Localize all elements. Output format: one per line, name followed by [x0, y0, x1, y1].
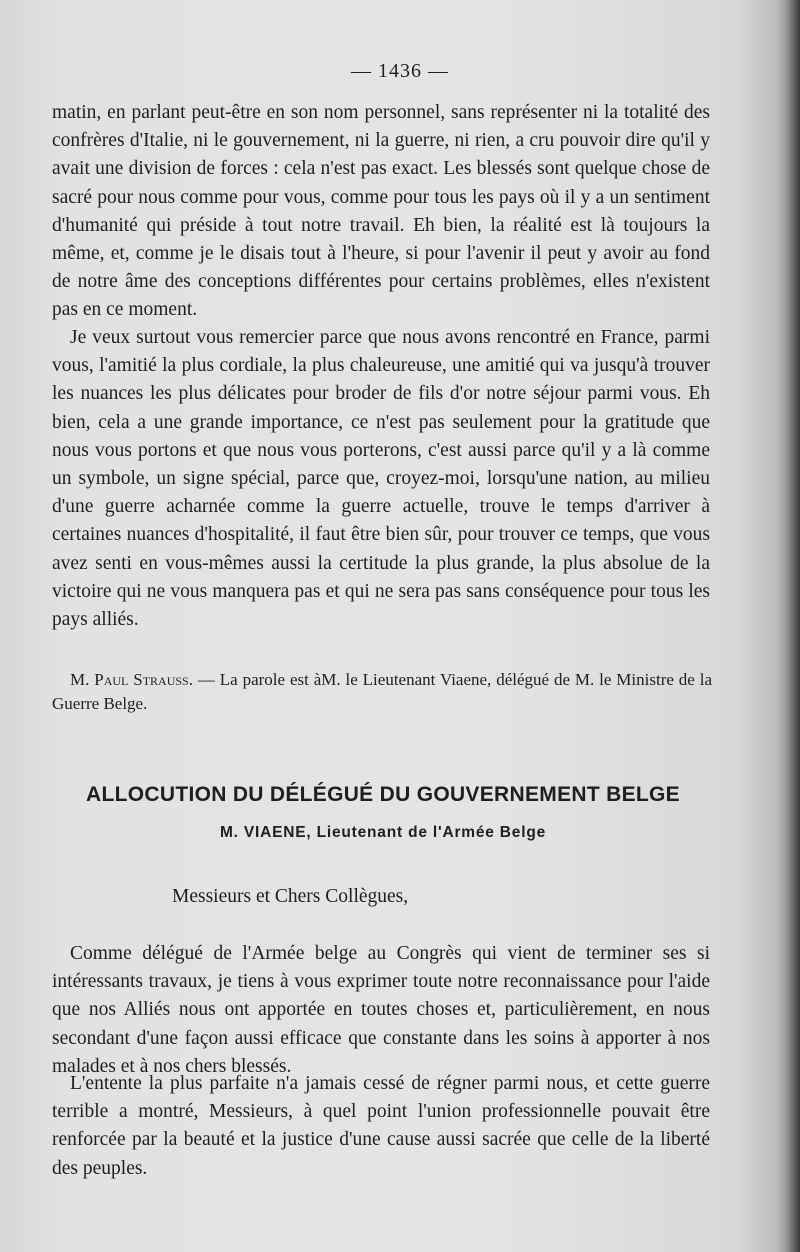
paragraph-thanks: Je veux surtout vous remercier parce que nous avons rencontré en France, parmi vous, l'amitié la plus cordiale, la plus chaleureuse, une amitié qui va jusqu'à trouver les nuances les plus délicates pour broder de fils d'or notre séjour parmi vous. Eh bien, cela a une grande importance, ce n'est pas seulement pour la gratitude que nous vous portons et que nous vous porterons, c'est aussi parce qu'il y a là comme un symbole, un signe spécial, parce que, croyez-moi, lorsqu'une nation, au milieu d'une guerre acharnée comme la guerre actuelle, trouve le temps d'arriver à certaines nuances d'hospitalité, il faut être bien sûr, pour trouver ce temps, que vous avez senti en vous-mêmes aussi la certitude la plus grande, la plus absolue de la victoire qui ne vous manquera pas et qui ne sera pas sans conséquence pour tous les pays alliés.: [52, 327, 710, 631]
chair-speaker: M. Paul Strauss.: [70, 670, 193, 689]
speech-paragraph-2: L'entente la plus parfaite n'a jamais cessé de régner parmi nous, et cette guerre terrible a montré, Messieurs, à quel point l'union professionnelle pouvait être renforcée par la beauté et la justice d'une cause aussi sacrée que celle de la liberté des peuples.: [52, 1073, 710, 1179]
salutation: Messieurs et Chers Collègues,: [172, 886, 409, 907]
chair-note: [52, 668, 712, 716]
section-subtitle: M. VIAENE, Lieutenant de l'Armée Belge: [219, 824, 547, 841]
page-number: — 1436 —: [351, 60, 449, 82]
paragraph-continued: matin, en parlant peut-être en son nom personnel, sans représenter ni la totalité des confrères d'Italie, ni le gouvernement, ni la guerre, ni rien, a cru pouvoir dire qu'il y avait une division de forces : cela n'est pas exact. Les blessés sont quelque chose de sacré pour nous comme pour vous, comme pour tous les pays où il y a un sentiment d'humanité qui préside à tout notre travail. Eh bien, la réalité est là toujours la même, et, comme je le disais tout à l'heure, si pour l'avenir il peut y avoir au fond de notre âme des conceptions différentes pour certains problèmes, elles n'existent pas en ce moment.: [52, 102, 710, 321]
speech-paragraph-1: Comme délégué de l'Armée belge au Congrès qui vient de terminer ses si intéressants travaux, je tiens à vous exprimer toute notre reconnaissance pour l'aide que nos Alliés nous ont apportée en toutes choses et, particulièrement, en nous secondant d'une façon aussi efficace que constante dans les soins à apporter à nos malades et à nos chers blessés.: [52, 943, 710, 1077]
section-title: ALLOCUTION DU DÉLÉGUÉ DU GOUVERNEMENT BELGE: [86, 783, 680, 806]
page-edge-shadow: [786, 0, 800, 1252]
chair-text: — La parole est àM. le Lieutenant Viaene, délégué de M. le Ministre de la Guerre Belge.: [52, 670, 712, 713]
